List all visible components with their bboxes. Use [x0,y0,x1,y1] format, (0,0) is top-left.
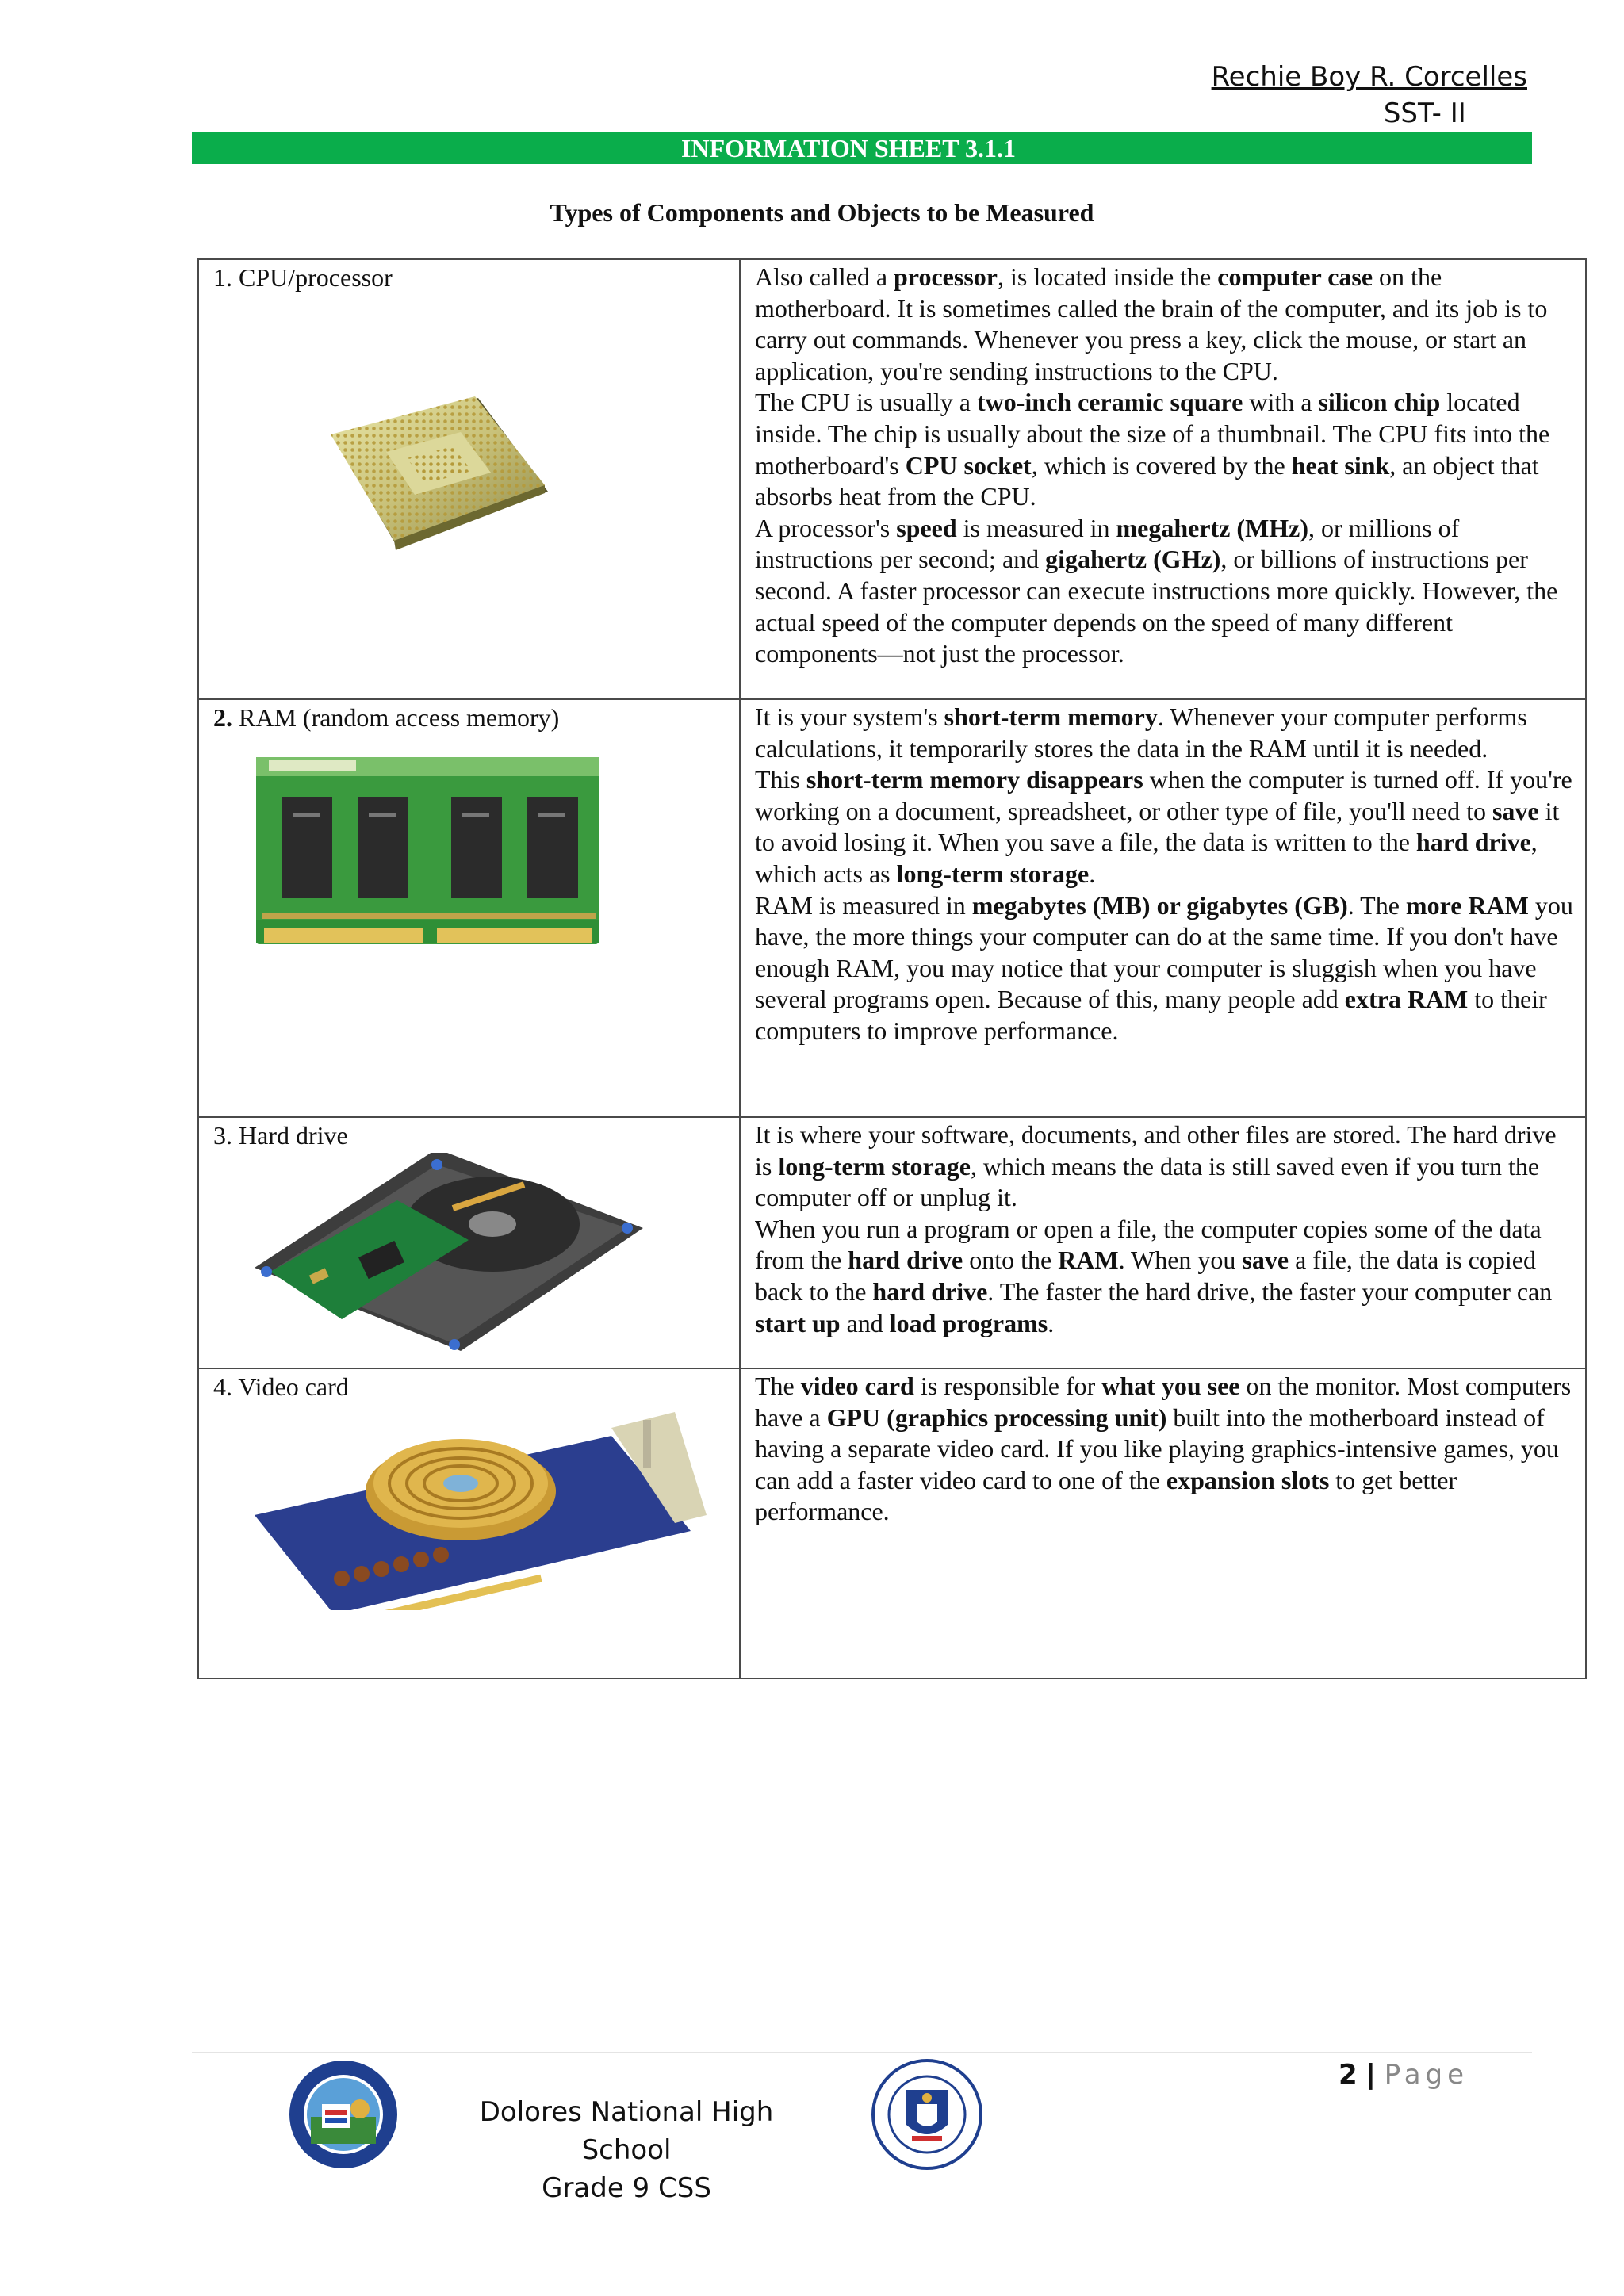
component-cell [198,1368,740,1678]
component-description [741,1371,1585,1528]
description-paragraph: It is where your software, documents, and other files are stored. The hard drive is long-term storage, which means the data is still saved even if you turn the computer off or unplug it. [755,1120,1557,1212]
description-paragraph: Also called a processor, is located inside the computer case on the motherboard. It is sometimes called the brain of the computer, and its job is to carry out commands. Whenever you press a key, click the mouse, or start an application, you're sending instructions to the CPU. [755,262,1548,385]
school-info [444,2093,809,2207]
table-row [198,1368,1586,1678]
components-table [197,258,1587,1679]
description-cell [740,699,1586,1117]
description-paragraph: This short-term memory disappears when the computer is turned off. If you're working on a document, spreadsheet, or other type of file, you'll need to save it to avoid losing it. When you save a file, the data is written to the hard drive, which acts as long-term storage. [755,765,1572,888]
component-label: 4. Video card [213,1372,349,1401]
author-subject: SST- II [1383,98,1466,129]
cpu-processor-photo [199,396,739,571]
author-name: Rechie Boy R. Corcelles [1211,61,1527,93]
component-cell [198,259,740,699]
author-block [1212,59,1527,132]
description-cell [740,1117,1586,1368]
description-cell [740,1368,1586,1678]
component-cell [198,699,740,1117]
deped-seal-icon [871,2058,983,2171]
grade-level: Grade 9 CSS [542,2172,711,2204]
component-cell [198,1117,740,1368]
component-label: 3. Hard drive [213,1121,348,1150]
description-paragraph: RAM is measured in megabytes (MB) or gigabytes (GB). The more RAM you have, the more things your computer can do at the same time. If you don't have enough RAM, you may notice that your computer is sluggish when you have several programs open. Because of this, many people add extra RAM to their computers to improve performance. [755,890,1573,1045]
document-title: Types of Components and Objects to be Measured [550,198,1094,227]
description-paragraph: When you run a program or open a file, the computer copies some of the data from the hard drive onto the RAM. When you save a file, the data is copied back to the hard drive. The faster the hard drive, the faster your computer can start up and load programs. [755,1214,1553,1337]
dolores-nhs-seal-icon [287,2058,400,2171]
component-description [741,702,1585,1047]
table-row [198,699,1586,1117]
table-row [198,1117,1586,1368]
page-number: 2 | Page [1339,2059,1469,2091]
information-sheet-title: INFORMATION SHEET 3.1.1 [681,134,1016,163]
ram-module-photo [199,757,739,955]
school-name: Dolores National High School [479,2096,774,2166]
component-label: 2. RAM (random access memory) [213,703,560,732]
description-paragraph: The video card is responsible for what you see on the monitor. Most computers have a GPU (graphics processing unit) built into the motherboard instead of having a separate video card. If you like playing graphics-intensive games, you can add a faster video card to one of the expansion slots to get better performance. [755,1372,1572,1526]
information-sheet-band [192,132,1532,164]
footer-divider [192,2052,1532,2053]
hard-drive-photo [199,1153,739,1351]
description-cell [740,259,1586,699]
component-label: 1. CPU/processor [213,263,393,292]
component-description [741,262,1585,670]
description-paragraph: A processor's speed is measured in megahertz (MHz), or millions of instructions per second; and gigahertz (GHz), or billions of instructions per second. A faster processor can execute instructions more quickly. However, the actual speed of the computer depends on the speed of many different components—not just the processor. [755,513,1558,668]
description-paragraph: It is your system's short-term memory. Whenever your computer performs calculations, it temporarily stores the data in the RAM until it is needed. [755,702,1527,763]
description-paragraph: The CPU is usually a two-inch ceramic square with a silicon chip located inside. The chip is usually about the size of a thumbnail. The CPU fits into the motherboard's CPU socket, which is covered by the heat sink, an object that absorbs heat from the CPU. [755,388,1550,511]
video-card-photo [199,1404,739,1610]
component-description [741,1119,1585,1339]
table-row [198,259,1586,699]
